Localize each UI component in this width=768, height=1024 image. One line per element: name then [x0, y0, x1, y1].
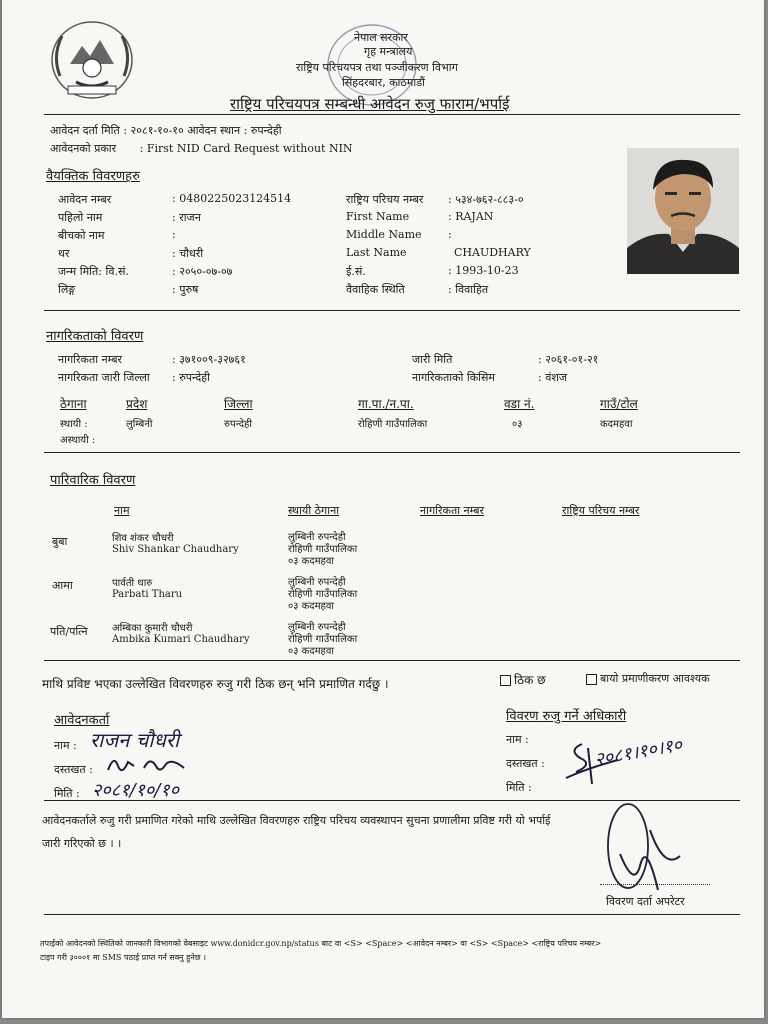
header-department: राष्ट्रिय परिचयपत्र तथा पञ्जीकरण विभाग: [296, 61, 458, 74]
operator-signature-line: [600, 884, 710, 885]
last-name-en-label: Last Name: [346, 246, 407, 259]
family-name-en: Parbati Tharu: [112, 589, 183, 600]
declaration-line1: आवेदनकर्ताले रुजु गरी प्रमाणित गरेको माथि उल्लेखित विवरणहरु राष्ट्रिय परिचय व्यवस्थापन सुचना प्रणालीमा प्रविष्ट गरी यो भर्पाई: [42, 814, 551, 827]
citizenship-no-label: नागरिकता नम्बर: [58, 353, 123, 366]
family-name-np: अम्बिका कुमारी चौधरी: [112, 623, 193, 634]
middle-name-en-label: Middle Name: [346, 228, 422, 241]
family-relation: आमा: [52, 579, 73, 592]
bio-label: बायो प्रमाणीकरण आवश्यक: [600, 672, 710, 685]
header-government: नेपाल सरकार: [354, 31, 408, 44]
addr-header-address: ठेगाना: [60, 397, 87, 411]
gender-value: पुरुष: [179, 283, 199, 296]
divider: [44, 660, 740, 661]
family-col-citizenship: नागरिकता नम्बर: [420, 504, 485, 517]
addr-header-ward: वडा नं.: [504, 397, 535, 411]
family-name-en: Ambika Kumari Chaudhary: [112, 634, 250, 645]
officer-sign-label: दस्तखत :: [506, 757, 545, 770]
family-address-line: रोहिणी गाउँपालिका: [288, 634, 358, 645]
citizenship-kind-label: नागरिकताको किसिम: [412, 371, 496, 384]
divider: [44, 310, 740, 311]
surname-label: थर: [58, 247, 70, 260]
ok-label: ठिक छ: [514, 673, 546, 687]
family-heading: पारिवारिक विवरण: [50, 473, 136, 488]
family-relation: पति/पत्नि: [50, 625, 88, 638]
declaration-line2: जारी गरिएको छ । ।: [42, 837, 122, 850]
applicant-signature-icon: [104, 752, 188, 780]
citizenship-kind-value: वंशज: [545, 371, 567, 384]
app-no-label: आवेदन नम्बर: [58, 193, 112, 206]
family-address-line: लुम्बिनी रुपन्देही: [288, 577, 346, 588]
dob-bs-value: २०५०-०७-०७: [179, 265, 233, 278]
first-name-en-label: First Name: [346, 210, 410, 223]
gender-label: लिङ्ग: [58, 283, 76, 296]
officer-date-label: मिति :: [506, 781, 532, 794]
citizenship-district-label: नागरिकता जारी जिल्ला: [58, 371, 150, 384]
addr-header-municipality: गा.पा./न.पा.: [358, 397, 414, 411]
first-name-value: राजन: [179, 211, 201, 224]
addr-header-district: जिल्ला: [224, 397, 253, 411]
family-address-line: रोहिणी गाउँपालिका: [288, 589, 358, 600]
addr-header-tole: गाउँ/टोल: [600, 397, 638, 411]
issue-date-value: २०६१-०१-२१: [545, 353, 599, 366]
family-col-name: नाम: [114, 504, 130, 517]
personal-heading: वैयक्तिक विवरणहरु: [46, 169, 140, 184]
permanent-district: रुपन्देही: [224, 419, 252, 430]
officer-heading: विवरण रुजु गर्ने अधिकारी: [506, 709, 627, 724]
middle-name-label: बीचको नाम: [58, 229, 105, 242]
app-type-value: First NID Card Request without NIN: [146, 142, 353, 155]
place-value: रुपन्देही: [250, 124, 282, 137]
family-address-line: ०३ कदमहवा: [288, 556, 335, 567]
family-col-nin: राष्ट्रिय परिचय नम्बर: [562, 504, 640, 517]
marital-value: विवाहित: [455, 283, 489, 296]
reg-date-value: २०८१-१०-१०: [130, 124, 184, 137]
last-name-en-value: CHAUDHARY: [454, 246, 531, 259]
divider: [44, 914, 740, 915]
permanent-municipality: रोहिणी गाउँपालिका: [358, 419, 428, 430]
dob-bs-label: जन्म मिति: वि.सं.: [58, 265, 129, 278]
footer-line2: टाइप गरी ३०००१ मा SMS पठाई प्राप्त गर्न सक्नु हुनेछ ।: [40, 953, 207, 962]
citizenship-no-value: ३७१००९-३२७६१: [179, 353, 246, 366]
addr-header-province: प्रदेश: [126, 397, 148, 411]
app-type-label: आवेदनको प्रकार: [50, 142, 117, 155]
nepal-emblem-icon: [46, 16, 138, 104]
family-col-address: स्थायी ठेगाना: [288, 504, 340, 517]
surname-value: चौधरी: [179, 247, 204, 260]
family-name-np: शिव शंकर चौधरी: [112, 533, 174, 544]
operator-signature-icon: [598, 800, 694, 900]
family-address-line: लुम्बिनी रुपन्देही: [288, 622, 346, 633]
family-name-en: Shiv Shankar Chaudhary: [112, 544, 239, 555]
reg-date-label: आवेदन दर्ता मिति: [50, 124, 120, 137]
family-address-line: लुम्बिनी रुपन्देही: [288, 532, 346, 543]
nin-value: ५३४-७६२-८८३-०: [455, 193, 524, 206]
bio-checkbox[interactable]: [586, 674, 597, 685]
divider: [44, 452, 740, 453]
applicant-photo: [627, 148, 739, 274]
citizenship-heading: नागरिकताको विवरण: [46, 329, 144, 344]
temporary-label: अस्थायी: [60, 435, 89, 446]
header-address: सिंहदरबार, काठमाडौं: [342, 76, 425, 89]
header-ministry: गृह मन्त्रालय: [364, 45, 413, 58]
permanent-tole: कदमहवा: [600, 419, 633, 430]
first-name-en-value: RAJAN: [455, 210, 494, 223]
first-name-label: पहिलो नाम: [58, 211, 103, 224]
nin-label: राष्ट्रिय परिचय नम्बर: [346, 193, 424, 206]
application-form-sheet: नेपाल सरकार गृह मन्त्रालय राष्ट्रिय परिचयपत्र तथा पञ्जीकरण विभाग सिंहदरबार, काठमाडौं राष्ट्रिय परिचयपत्र सम्बन्धी आवेदन रुजु फाराम/भर्पाई आवेदन दर्ता मिति : २०८१-१०-१० आवेदन स्थान : रुपन्देही आवेदनको प्रकार : First NID Card Request without NIN वैयक्तिक विवरणहरु आवेदन नम्बर : 0480225023124514 पहिलो नाम : राजन बीचको नाम : थर : चौधरी जन्म मिति: वि.सं. : २०५०-०७-०७ लिङ्ग : पुरुष राष्ट्रिय परिचय नम्बर : ५३४-७६२-८८३-० First Name : RAJAN Middle Name : Last Name CHAUDHARY ई.सं. : 1993-10-23 वैवाहिक स्थिति : विवाहित नागरिकताको विवरण नागरिकता नम्बर : ३७१००९-३२७६१ नागरिकता जारी जिल्ला : रुपन्देही जारी मिति : २०६१-०१-२१ नागरिकताको किसिम : वंशज ठेगाना प्रदेश जिल्ला गा.पा./न.पा. वडा नं. गाउँ/टोल स्थायी : लुम्बिनी रुपन्देही रोहिणी गाउँपालिका ०३ कदमहवा अस्थायी : पारिवारिक विवरण नाम स्थायी ठेगाना नागरिकता नम्बर राष्ट्रिय परिचय नम्बर बुबा शिव शंकर चौधरी Shiv Shankar Chaudhary लुम्बिनी रुपन्देही रोहिणी गाउँपालिका ०३ कदमहवा आमा पार्वती थारु Parbati Tharu लुम्बिनी रुपन्देही रोहिणी गाउँपालिका ०३ कदमहवा पति/पत्नि अम्बिका कुमारी चौधरी Ambika Kumari Chaudhary लुम्बिनी रुपन्देही रोहिणी गाउँपालिका ०३ कदमहवा माथि प्रविष्ट भएका उल्लेखित विवरणहरु रुजु गरी ठिक छन् भनि प्रमाणित गर्दछु । ठिक छ बायो प्रमाणीकरण आवश्यक आवेदनकर्ता नाम : राजन चौधरी दस्तखत : मिति : २०८१/१०/१० विवरण रुजु गर्ने अधिकारी नाम : दस्तखत : मिति : २०८१।१०।१० आवेदनकर्ताले रुजु गरी प्रमाणित गरेको माथि उल्लेखित विवरणहरु राष्ट्रिय परिचय व्यवस्थापन सुचना प्रणालीमा प्रविष्ट गरी यो भर्पाई जारी गरिएको छ । । विवरण दर्ता अपरेटर तपाईंको आवेदनको स्थितिको जानकारी विभागको वेबसाइट www.donidcr.gov.np/status बाट वा <S> <Space> <आवेदन नम्बर> वा <S> <Space> <राष्ट्रिय परिचय नम्बर> टाइप गरी ३०००१ मा SMS पठाई प्राप्त गर्न सक्नु हुनेछ ।: [2, 0, 764, 1018]
applicant-name-label: नाम :: [54, 739, 77, 752]
family-address-line: ०३ कदमहवा: [288, 646, 335, 657]
citizenship-district-value: रुपन्देही: [179, 371, 210, 384]
divider: [44, 114, 740, 115]
app-no-value: 0480225023124514: [179, 192, 292, 205]
issue-date-label: जारी मिति: [412, 353, 453, 366]
place-label: आवेदन स्थान: [187, 124, 241, 137]
permanent-label: स्थायी: [60, 419, 82, 430]
officer-sign-date-handwritten: २०८१।१०।१०: [592, 734, 684, 771]
footer-line1: तपाईंको आवेदनको स्थितिको जानकारी विभागको वेबसाइट www.donidcr.gov.np/status बाट वा <S> <Space> <आवेदन नम्बर> वा <S> <Space> <राष्ट्रिय परिचय नम्बर>: [40, 939, 602, 948]
applicant-name-handwritten: राजन चौधरी: [90, 728, 180, 752]
dob-ad-value: 1993-10-23: [455, 264, 519, 277]
operator-label: विवरण दर्ता अपरेटर: [606, 895, 685, 908]
applicant-heading: आवेदनकर्ता: [54, 713, 110, 728]
applicant-sign-label: दस्तखत :: [54, 763, 93, 776]
verification-statement: माथि प्रविष्ट भएका उल्लेखित विवरणहरु रुजु गरी ठिक छन् भनि प्रमाणित गर्दछु ।: [42, 677, 389, 691]
applicant-date-handwritten: २०८१/१०/१०: [92, 780, 180, 801]
family-name-np: पार्वती थारु: [112, 578, 153, 589]
family-address-line: रोहिणी गाउँपालिका: [288, 544, 358, 555]
permanent-ward: ०३: [512, 419, 523, 430]
family-relation: बुबा: [52, 535, 68, 548]
form-title: राष्ट्रिय परिचयपत्र सम्बन्धी आवेदन रुजु फाराम/भर्पाई: [230, 95, 510, 113]
permanent-province: लुम्बिनी: [126, 419, 153, 430]
marital-label: वैवाहिक स्थिति: [346, 283, 405, 296]
family-address-line: ०३ कदमहवा: [288, 601, 335, 612]
ok-checkbox[interactable]: [500, 675, 511, 686]
applicant-date-label: मिति :: [54, 787, 80, 800]
officer-name-label: नाम :: [506, 733, 529, 746]
dob-ad-label: ई.सं.: [346, 265, 366, 278]
